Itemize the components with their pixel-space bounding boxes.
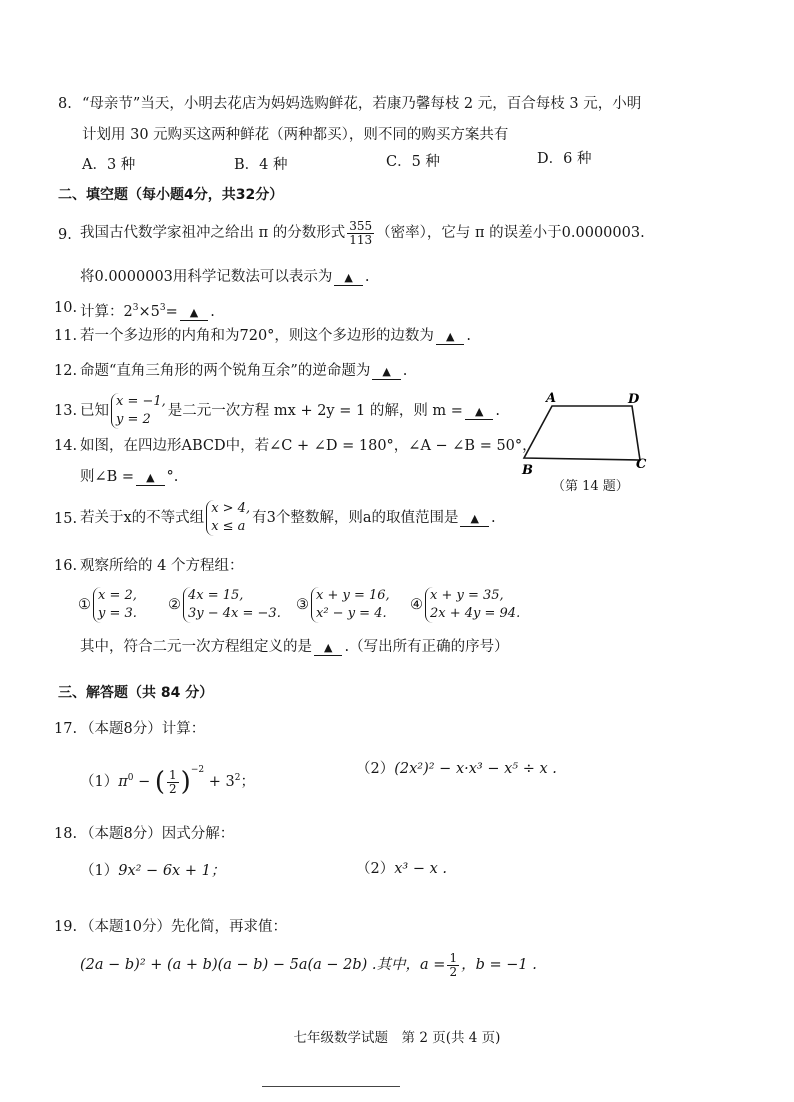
q10-sup1: 3	[132, 303, 139, 313]
q9-answer-blank[interactable]	[334, 270, 362, 286]
q17-p1-fraction	[167, 769, 179, 796]
q17-p1-plus: + 3	[204, 774, 235, 790]
q19-expression	[80, 945, 537, 985]
q19-b-value: ，b = −1 .	[461, 957, 537, 973]
q16-sys-row: 3y − 4x = −3.	[188, 606, 281, 621]
q16-intro: 观察所给的 4 个方程组：	[80, 558, 244, 574]
q16-line3-text: 其中，符合二元一次方程组定义的是	[80, 639, 312, 655]
q16-system-3-braces	[311, 587, 390, 623]
q18-number: 18.	[54, 826, 78, 842]
q19-expr: (2a − b)² + (a + b)(a − b) − 5a(a − 2b) .其中，	[80, 957, 421, 973]
q19-number: 19.	[54, 919, 78, 935]
q17-p1-pi-exp: 0	[127, 773, 134, 784]
right-paren: )	[180, 767, 191, 797]
q10-text: 计算：2	[80, 303, 133, 320]
q18-part1	[80, 862, 225, 880]
blank-triangle-icon: ▲	[146, 471, 155, 484]
q15-system	[206, 500, 250, 536]
q16-system-1-mark: ①	[78, 597, 91, 613]
q15-pre: 若关于x的不等式组	[80, 510, 205, 526]
q16-system-4	[410, 586, 522, 624]
q10-answer-blank[interactable]	[180, 305, 208, 321]
vertex-label-a: A	[546, 391, 557, 406]
q13-line	[80, 392, 500, 430]
q19-a-label: a =	[420, 957, 446, 973]
q9-end: .	[364, 269, 370, 285]
q9-number: 9.	[58, 227, 72, 243]
blank-triangle-icon: ▲	[344, 271, 353, 284]
q14-line2-text: 则∠B =	[80, 469, 135, 485]
q10-sup2: 3	[159, 303, 166, 313]
q16-system-2	[168, 586, 283, 624]
q17-part2	[356, 760, 557, 778]
blank-triangle-icon: ▲	[382, 365, 391, 378]
q9-frac-den: 113	[349, 232, 373, 247]
q16-system-2-mark: ②	[168, 597, 181, 613]
q13-number: 13.	[54, 403, 78, 419]
q12-number: 12.	[54, 363, 78, 379]
q14-quadrilateral-figure	[510, 388, 670, 488]
q13-pre: 已知	[80, 403, 109, 419]
blank-triangle-icon: ▲	[189, 305, 199, 319]
left-paren: (	[154, 767, 166, 797]
q17-part1	[80, 748, 255, 804]
q8-line2: 计划用 30 元购买这两种鲜花（两种都买），则不同的购买方案共有	[82, 127, 509, 143]
q8-number: 8.	[58, 96, 72, 112]
q8-option-a: A．3 种	[82, 157, 136, 173]
q11-line	[80, 327, 471, 345]
q16-system-4-braces	[425, 587, 520, 623]
q16-line3	[80, 638, 509, 656]
q10-number: 10.	[54, 300, 78, 316]
q12-line	[80, 362, 407, 380]
q17-p1-c-exp: 2	[234, 773, 241, 784]
q19-a-den: 2	[449, 964, 458, 979]
section-3-heading: 三、解答题（共 84 分）	[58, 685, 214, 701]
q19-a-num: 1	[449, 950, 458, 965]
q11-text: 若一个多边形的内角和为720°，则这个多边形的边数为	[80, 328, 434, 344]
q9-line2	[80, 268, 370, 286]
blank-triangle-icon: ▲	[470, 512, 479, 525]
q8-line1: “母亲节”当天，小明去花店为妈妈选购鲜花，若康乃馨每枝 2 元，百合每枝 3 元，小明	[82, 96, 642, 112]
q13-sys-row: x = −1,	[116, 394, 166, 409]
q9-fraction	[347, 220, 374, 247]
quadrilateral-abcd	[524, 406, 640, 460]
page-footer: 七年级数学试题 第 2 页(共 4 页)	[293, 1030, 501, 1046]
q17-p1-exp: −2	[190, 765, 205, 775]
vertex-label-b: B	[522, 463, 533, 478]
vertex-label-d: D	[628, 392, 640, 407]
q11-end: .	[466, 328, 472, 344]
q16-system-4-mark: ④	[410, 597, 423, 613]
q13-sys-row: y = 2	[116, 412, 151, 427]
q18-title: （本题8分）因式分解：	[80, 826, 235, 842]
q17-number: 17.	[54, 721, 78, 737]
q16-system-1-braces	[93, 587, 137, 623]
q12-text: 命题“直角三角形的两个锐角互余”的逆命题为	[80, 363, 371, 379]
q16-line3-end: .（写出所有正确的序号）	[344, 639, 509, 655]
q14-line2	[80, 468, 178, 486]
q19-a-fraction	[447, 952, 459, 979]
q15-mid: 有3个整数解，则a的取值范围是	[252, 510, 459, 526]
q8-option-d: D．6 种	[537, 151, 592, 167]
q9-text-a: 我国古代数学家祖冲之给出 π 的分数形式	[80, 225, 346, 241]
blank-triangle-icon: ▲	[445, 330, 455, 343]
q10-eq: =	[165, 303, 178, 320]
section-2-heading: 二、填空题（每小题4分，共32分）	[58, 187, 284, 203]
q9-line1	[80, 213, 645, 253]
q17-p2-expr: (2x²)² − x·x³ − x⁵ ÷ x .	[394, 761, 557, 777]
q16-sys-row: x = 2,	[98, 588, 137, 603]
q17-p1-label: （1）	[80, 774, 119, 790]
q15-line	[80, 499, 496, 537]
q16-number: 16.	[54, 558, 78, 574]
q17-p2-label: （2）	[356, 761, 395, 777]
blank-triangle-icon: ▲	[324, 641, 333, 654]
q16-sys-row: 2x + 4y = 94.	[430, 606, 521, 621]
q11-answer-blank[interactable]	[436, 329, 464, 345]
q17-p1-pi: π	[118, 774, 128, 790]
q15-number: 15.	[54, 511, 78, 527]
q13-end: .	[495, 403, 501, 419]
q17-p1-frac-den: 2	[169, 781, 177, 796]
q16-system-2-braces	[183, 587, 281, 623]
q17-title: （本题8分）计算：	[80, 721, 206, 737]
q14-figure-caption: （第 14 题）	[552, 479, 629, 494]
q15-sys-row: x ≤ a	[211, 519, 246, 534]
q9-line2-text: 将0.0000003用科学记数法可以表示为	[80, 269, 333, 285]
q14-line1: 如图，在四边形ABCD中，若∠C + ∠D = 180°，∠A − ∠B = 50°，	[80, 438, 537, 454]
q14-number: 14.	[54, 438, 78, 454]
q18-p2-label: （2）	[356, 861, 395, 877]
q18-p1-expr: 9x² − 6x + 1；	[118, 863, 226, 879]
q17-p1-frac-num: 1	[169, 767, 177, 782]
q14-answer-blank[interactable]	[136, 470, 164, 486]
q10-line	[80, 299, 215, 321]
q16-answer-blank[interactable]	[314, 640, 342, 656]
q15-answer-blank[interactable]	[460, 511, 488, 527]
q16-sys-row: y = 3.	[98, 606, 137, 621]
q17-p1-minus: −	[133, 774, 155, 790]
q14-end: °.	[166, 469, 179, 485]
q9-frac-num: 355	[349, 218, 373, 233]
q13-mid: 是二元一次方程 mx + 2y = 1 的解，则 m =	[167, 403, 463, 419]
q16-system-1	[78, 586, 139, 624]
q15-sys-row: x > 4,	[211, 501, 251, 516]
blank-triangle-icon: ▲	[474, 405, 484, 418]
q9-text-b: （密率），它与 π 的误差小于0.0000003.	[376, 225, 645, 241]
q16-sys-row: x + y = 35,	[430, 588, 504, 603]
q16-sys-row: x² − y = 4.	[316, 606, 387, 621]
q18-part2	[356, 860, 447, 878]
q10-end: .	[210, 303, 215, 320]
q13-answer-blank[interactable]	[465, 404, 493, 420]
q12-answer-blank[interactable]	[372, 364, 400, 380]
q19-title: （本题10分）先化简，再求值：	[80, 919, 287, 935]
q13-system	[111, 393, 166, 429]
q8-option-c: C．5 种	[386, 154, 440, 170]
q18-p2-expr: x³ − x .	[394, 861, 447, 877]
q16-system-3	[296, 586, 392, 624]
q16-sys-row: 4x = 15,	[188, 588, 244, 603]
q16-sys-row: x + y = 16,	[316, 588, 390, 603]
q11-number: 11.	[54, 328, 78, 344]
q17-p1-end: ；	[240, 774, 255, 790]
q18-p1-label: （1）	[80, 863, 119, 879]
q16-system-3-mark: ③	[296, 597, 309, 613]
vertex-label-c: C	[636, 457, 647, 472]
footer-divider	[262, 1086, 400, 1087]
q8-option-b: B．4 种	[234, 157, 288, 173]
q10-mid: ×5	[138, 303, 160, 320]
q12-end: .	[402, 363, 408, 379]
q15-end: .	[490, 510, 496, 526]
